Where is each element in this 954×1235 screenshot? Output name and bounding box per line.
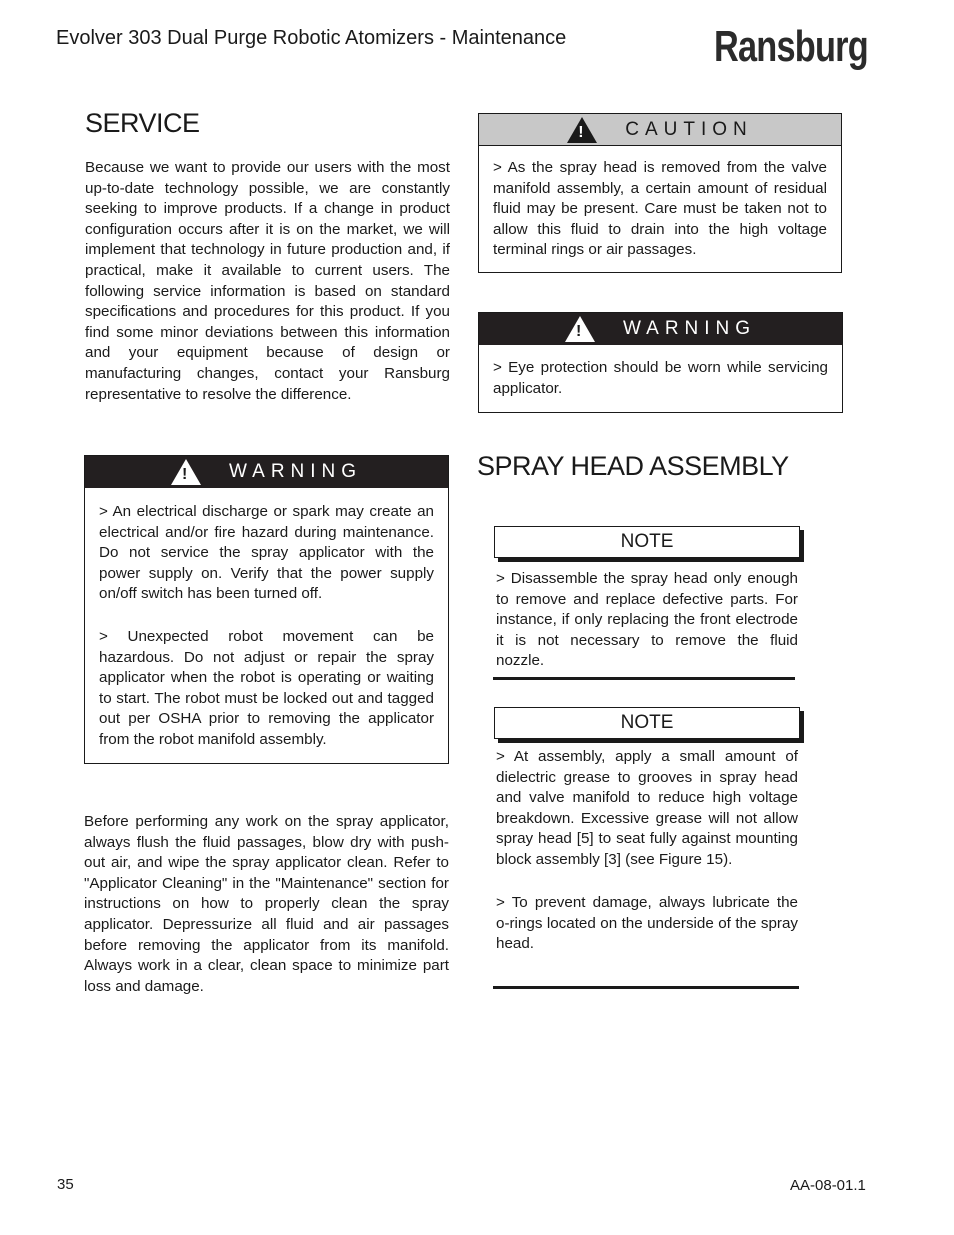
note-text-1: > Disassemble the spray head only enough to remove and replace defective parts. For instance, if only replacing the front electrode it is not necessary to remove the fluid nozzle. bbox=[496, 570, 798, 670]
warning-label: WARNING bbox=[622, 318, 757, 339]
page-number: 35 bbox=[57, 1176, 74, 1193]
warning-item-robot: > Unexpected robot movement can be hazardous. Do not adjust or repair the spray applicator when the robot is operating or waiting to start. The robot must be locked out and tagged out per OSHA prior to removing the applicator from the robot manifold assembly. bbox=[99, 627, 434, 748]
warning-item-electrical: > An electrical discharge or spark may create an electrical and/or fire hazard during maintenance. Do not service the spray applicator with the power supply on. Verify that the power supply on/off switch has been turned off. bbox=[99, 503, 434, 603]
note-label-1 bbox=[494, 526, 800, 558]
warning-header bbox=[85, 456, 448, 488]
note-divider-1 bbox=[493, 677, 795, 680]
note-label-text: NOTE bbox=[620, 531, 674, 552]
warning-text: > Eye protection should be worn while servicing applicator. bbox=[493, 359, 828, 397]
service-heading: SERVICE bbox=[85, 108, 200, 138]
caution-header bbox=[479, 114, 841, 146]
note-label-text: NOTE bbox=[620, 712, 674, 733]
note-text-2b: > To prevent damage, always lubricate the o-rings located on the underside of the spray head. bbox=[496, 894, 798, 953]
caution-text: > As the spray head is removed from the valve manifold assembly, a certain amount of residual fluid may be present. Care must be taken not to allow this fluid to drain into the high voltage terminal rings or air passages. bbox=[493, 159, 827, 259]
service-cleaning-paragraph: Before performing any work on the spray applicator, always flush the fluid passages, blow dry with push-out air, and wipe the spray applicator clean. Refer to "Applicator Cleaning" in the "Maintenance" section for instructions on how to properly clean the spray applicator. Depressurize all fluid and air passages before removing the applicator from its manifold. Always work in a clear, clean space to minimize part loss and damage. bbox=[84, 813, 449, 995]
caution-box bbox=[478, 113, 842, 273]
document-code: AA-08-01.1 bbox=[790, 1177, 866, 1194]
warning-header bbox=[479, 313, 842, 345]
warning-triangle-icon: ! bbox=[171, 459, 201, 485]
note-text-2a: > At assembly, apply a small amount of dielectric grease to grooves in spray head and valve manifold to reduce high voltage breakdown. Excessive grease will not allow spray head [5] to seat fully against mounting block assembly [3] (see Figure 15). bbox=[496, 748, 798, 868]
warning-box-eye-protection bbox=[478, 312, 843, 413]
warning-triangle-icon: ! bbox=[565, 316, 595, 342]
caution-label: CAUTION bbox=[625, 118, 753, 140]
warning-label: WARNING bbox=[228, 461, 363, 482]
note-label-2 bbox=[494, 707, 800, 739]
warning-triangle-icon: ! bbox=[567, 117, 597, 143]
ransburg-logo: Ransburg bbox=[714, 22, 868, 71]
warning-box-electrical bbox=[84, 455, 449, 764]
document-header-title: Evolver 303 Dual Purge Robotic Atomizers - Maintenance bbox=[56, 27, 567, 49]
note-divider-2 bbox=[493, 986, 799, 989]
service-intro-paragraph: Because we want to provide our users with the most up-to-date technology possible, we are constantly seeking to improve products. If a change in product configuration occurs after it is on the market, we will implement that technology in future production and, if practical, make it available to current users. The following service information is based on standard specifications and procedures for this product. If you find some minor deviations between this information and your equipment because of design or manufacturing changes, contact your Ransburg representative to resolve the difference. bbox=[85, 159, 450, 403]
spray-head-heading: SPRAY HEAD ASSEMBLY bbox=[477, 451, 789, 481]
